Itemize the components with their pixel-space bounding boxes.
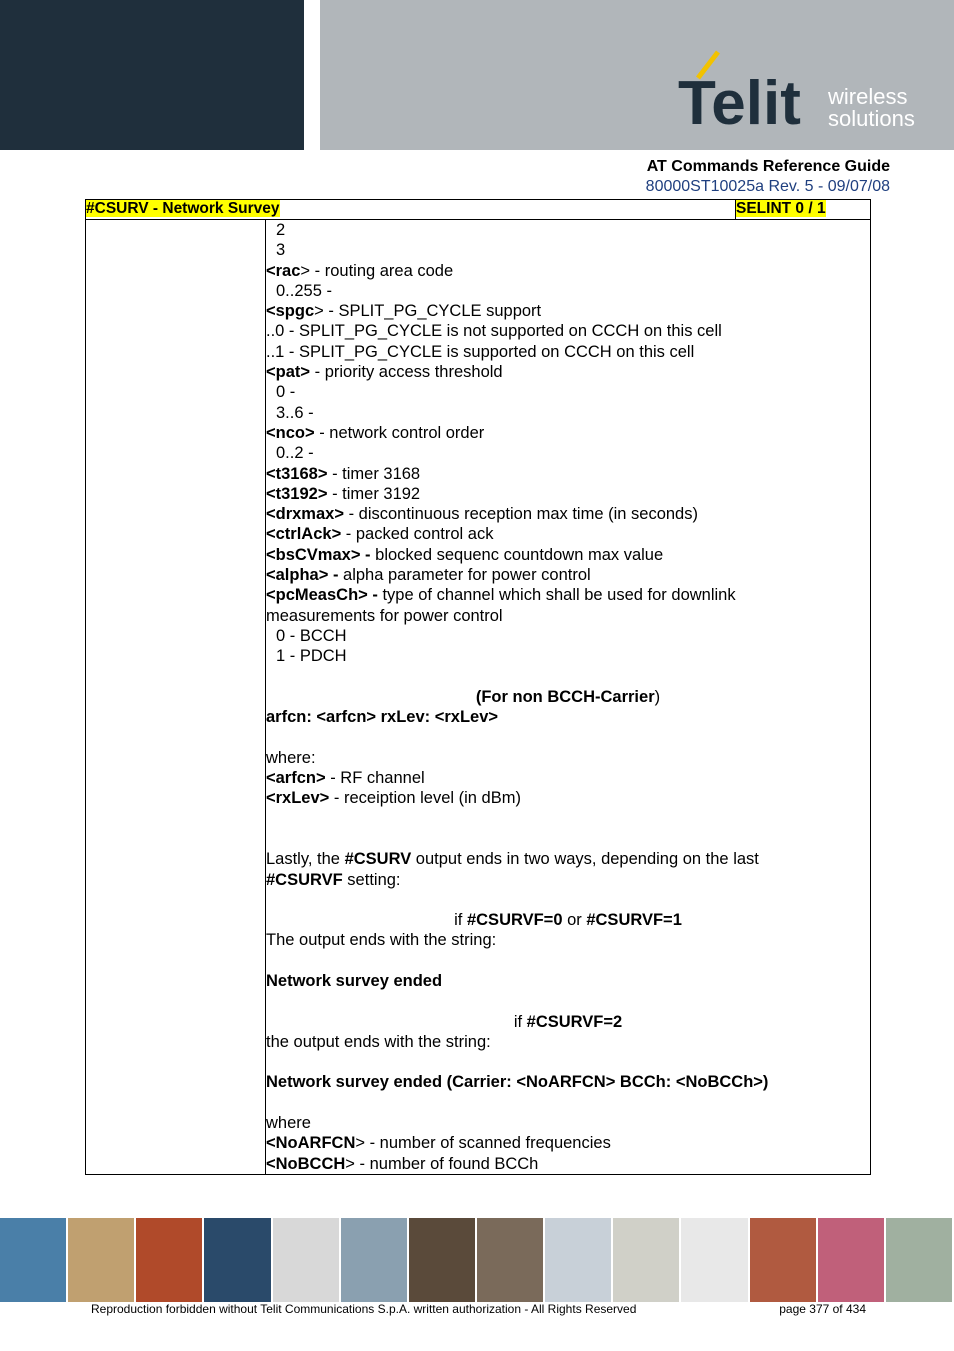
bold-term: <pcMeasCh> - [266, 586, 378, 605]
bold-term: #CSURV [344, 850, 412, 869]
bold-term: arfcn: <arfcn> rxLev: <rxLev> [266, 708, 499, 727]
command-name: #CSURV - Network Survey [86, 200, 280, 217]
text-segment: - timer 3168 [327, 464, 421, 483]
bold-term: <arfcn> [266, 769, 326, 788]
command-body-row [86, 220, 871, 1175]
text-segment: 0 - BCCH [276, 626, 347, 645]
bold-term: <rxLev> [266, 789, 330, 808]
description-line [266, 768, 870, 788]
text-segment: - packed control ack [341, 525, 494, 544]
text-segment: 2 [276, 221, 286, 239]
description-line [266, 585, 870, 605]
footer-photo-tile [818, 1218, 884, 1302]
telit-logo [676, 48, 936, 132]
left-empty-cell [86, 220, 266, 1175]
description-line [266, 646, 870, 666]
description-line [266, 545, 870, 565]
description-cell [266, 220, 871, 1175]
text-segment: 1 - PDCH [276, 647, 347, 666]
text-segment: where: [266, 748, 316, 767]
bold-term: #CSURVF [266, 870, 343, 889]
text-segment: measurements for power control [266, 606, 503, 625]
description-line [266, 301, 870, 321]
text-segment: ..1 - SPLIT_PG_CYCLE is supported on CCCH on this cell [266, 342, 695, 361]
doc-title: AT Commands Reference Guide [646, 158, 890, 175]
bold-term: <NoARFCN [266, 1134, 356, 1153]
description-line [266, 1133, 870, 1153]
description-line [266, 707, 870, 727]
bold-term: Network survey ended (Carrier: <NoARFCN> BCCh: <NoBCCh>) [266, 1073, 769, 1092]
bold-term: <NoBCCH [266, 1154, 346, 1173]
text-segment: setting: [342, 870, 401, 889]
description-line [266, 667, 870, 687]
footer-photo-tile [341, 1218, 407, 1302]
description-line [266, 930, 870, 950]
description-line [266, 829, 870, 849]
description-line [266, 626, 870, 646]
description-line [266, 991, 870, 1011]
footer-photo-tile [545, 1218, 611, 1302]
bold-term: <nco> [266, 423, 315, 442]
bold-term: #CSURVF=2 [526, 1012, 623, 1031]
description-line [266, 788, 870, 808]
text-segment: the output ends with the string: [266, 1032, 491, 1051]
description-line [266, 748, 870, 768]
page-number: page 377 of 434 [779, 1302, 866, 1316]
bold-term: <rac [266, 261, 301, 280]
text-segment: 0..255 - [276, 281, 332, 300]
description-line [266, 220, 870, 240]
bold-term: <t3168> [266, 464, 328, 483]
command-name-cell [86, 200, 736, 220]
command-table [85, 199, 871, 1175]
logo-word: Telit [678, 69, 801, 132]
text-segment: - receiption level (in dBm) [329, 789, 521, 808]
text-segment: 3 [276, 241, 286, 260]
description-line [266, 1113, 870, 1133]
description-line [266, 971, 870, 991]
description-line [266, 362, 870, 382]
description-line [266, 565, 870, 585]
description-line [266, 951, 870, 971]
text-segment: ..0 - SPLIT_PG_CYCLE is not supported on CCCH on this cell [266, 322, 722, 341]
text-segment: The output ends with the string: [266, 931, 497, 950]
bold-term: <drxmax> [266, 505, 344, 524]
description-line [266, 727, 870, 747]
doc-number: 80000ST10025a Rev. 5 - 09/07/08 [645, 178, 890, 195]
description-line [266, 890, 870, 910]
description-line [266, 504, 870, 524]
description-line [266, 321, 870, 341]
bold-term: <alpha> - [266, 566, 339, 585]
header-dark-panel [0, 0, 304, 150]
description-line [266, 1072, 870, 1092]
footer-photo-tile [409, 1218, 475, 1302]
footer-photo-tile [136, 1218, 202, 1302]
description-line [266, 524, 870, 544]
bold-term: <pat> [266, 363, 311, 382]
text-segment: if [513, 1012, 527, 1031]
bold-term: (For non BCCH-Carrier [475, 687, 655, 706]
footer-photo-tile [477, 1218, 543, 1302]
text-segment: 3..6 - [276, 403, 314, 422]
text-segment: type of channel which shall be used for downlink [377, 586, 736, 605]
text-segment: - network control order [314, 423, 485, 442]
footer-photo-tile [273, 1218, 339, 1302]
text-segment: - priority access threshold [310, 363, 503, 382]
footer-image-strip [0, 1218, 954, 1302]
text-segment: blocked sequenc countdown max value [370, 545, 664, 564]
bold-term: <t3192> [266, 484, 328, 503]
description-line [266, 870, 870, 890]
description-line [266, 342, 870, 362]
selint-label: SELINT 0 / 1 [736, 200, 826, 217]
footer-photo-tile [68, 1218, 134, 1302]
text-segment: where [266, 1114, 311, 1133]
footer-notice: Reproduction forbidden without Telit Communications S.p.A. written authorization - All Rights Reserved [91, 1302, 637, 1316]
description-line [266, 849, 870, 869]
description-line [266, 240, 870, 260]
bold-term: Network survey ended [266, 971, 443, 990]
description-line [266, 464, 870, 484]
description-line [266, 1052, 870, 1072]
footer-photo-tile [750, 1218, 816, 1302]
text-segment: Lastly, the [266, 850, 345, 869]
description-line [266, 423, 870, 443]
text-segment: > - number of found BCCh [345, 1154, 539, 1173]
text-segment: alpha parameter for power control [338, 566, 591, 585]
footer-photo-tile [613, 1218, 679, 1302]
description-line [266, 443, 870, 463]
text-segment: if [454, 911, 467, 930]
text-segment: - timer 3192 [327, 484, 421, 503]
description-line [266, 281, 870, 301]
description-line [266, 910, 870, 930]
footer-photo-tile [204, 1218, 270, 1302]
description-line [266, 606, 870, 626]
footer-photo-tile [0, 1218, 66, 1302]
text-segment: > - SPLIT_PG_CYCLE support [314, 302, 542, 321]
text-segment: 0 - [276, 383, 296, 402]
bold-term: #CSURVF=1 [586, 911, 682, 930]
bold-term: <ctrlAck> [266, 525, 342, 544]
command-header-row [86, 200, 871, 220]
text-segment: > - routing area code [300, 261, 454, 280]
bold-term: <bsCVmax> - [266, 545, 371, 564]
text-segment: 0..2 - [276, 444, 314, 463]
description-line [266, 687, 870, 707]
description-line [266, 484, 870, 504]
footer-photo-tile [681, 1218, 747, 1302]
text-segment: - discontinuous reception max time (in seconds) [343, 505, 698, 524]
description-line [266, 1093, 870, 1113]
logo-tagline-1: wireless [828, 84, 908, 109]
description-line [266, 1032, 870, 1052]
bold-term: <spgc [266, 302, 315, 321]
text-segment: ) [654, 687, 661, 706]
bold-term: #CSURVF=0 [466, 911, 563, 930]
selint-cell [736, 200, 871, 220]
description-line [266, 403, 870, 423]
description-line [266, 261, 870, 281]
text-segment: or [562, 911, 587, 930]
text-segment: > - number of scanned frequencies [355, 1134, 611, 1153]
description-line [266, 1154, 870, 1174]
description-line [266, 1012, 870, 1032]
text-segment: - RF channel [325, 769, 425, 788]
description-line [266, 809, 870, 829]
text-segment: output ends in two ways, depending on the last [411, 850, 759, 869]
description-line [266, 382, 870, 402]
logo-tagline-2: solutions [828, 106, 915, 131]
footer-photo-tile [886, 1218, 952, 1302]
